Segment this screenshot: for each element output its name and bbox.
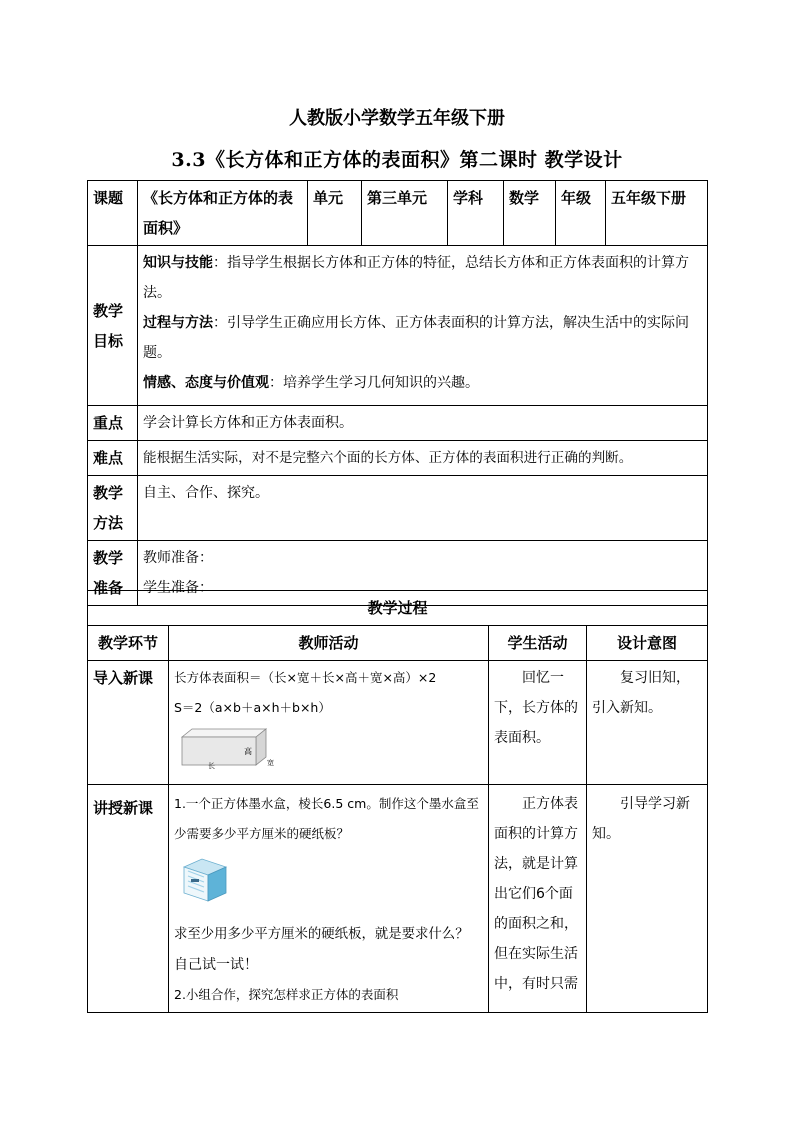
method-text: 自主、合作、探究。 bbox=[138, 476, 708, 541]
difficulty-label: 难点 bbox=[88, 441, 138, 476]
ink-box-cube-figure bbox=[180, 855, 483, 916]
document-title: 人教版小学数学五年级下册 bbox=[289, 108, 505, 129]
box-height-label: 高 bbox=[244, 747, 252, 756]
grade-value: 五年级下册 bbox=[606, 181, 708, 246]
box-width-label: 宽 bbox=[267, 759, 274, 767]
intent-new: 引导学习新知。 bbox=[587, 785, 708, 1013]
prep-label: 教学 准备 bbox=[88, 541, 138, 606]
cuboid-figure bbox=[180, 727, 483, 780]
box-length-label: 长 bbox=[208, 762, 215, 769]
table-row bbox=[88, 785, 708, 1013]
intent-intro: 复习旧知，引入新知。 bbox=[587, 661, 708, 785]
prep-student: 学生准备： bbox=[143, 580, 213, 596]
topic-label: 课题 bbox=[88, 181, 138, 246]
teacher-activity-new: 1.一个正方体墨水盒，棱长6.5 cm。制作这个墨水盒至少需要多少平方厘米的硬纸板？ 求至少用多少平方厘米的硬纸板，就是要求什么？ 自己试一试！ 2.小组合作，探究怎样求正方体的表面积 bbox=[169, 785, 489, 1013]
goal-attitude: 情感、态度与价值观：培养学生学习几何知识的兴趣。 bbox=[143, 375, 479, 391]
process-title: 教学过程 bbox=[88, 591, 708, 626]
topic-value: 《长方体和正方体的表面积》 bbox=[138, 181, 308, 246]
unit-value: 第三单元 bbox=[362, 181, 448, 246]
student-activity-new: 正方体表面积的计算方法，就是计算出它们6个面的面积之和，但在实际生活中，有时只需 bbox=[489, 785, 587, 1013]
difficulty-text: 能根据生活实际，对不是完整六个面的长方体、正方体的表面积进行正确的判断。 bbox=[138, 441, 708, 476]
col-header-stage: 教学环节 bbox=[88, 626, 169, 661]
col-header-intent: 设计意图 bbox=[587, 626, 708, 661]
goals-content bbox=[138, 246, 708, 406]
stage-intro: 导入新课 bbox=[88, 661, 169, 785]
goals-label: 教学 目标 bbox=[88, 246, 138, 406]
prep-teacher: 教师准备： bbox=[143, 550, 213, 566]
goal-knowledge: 知识与技能：指导学生根据长方体和正方体的特征，总结长方体和正方体表面积的计算方法。 bbox=[143, 255, 689, 301]
teaching-process-table bbox=[87, 590, 708, 1013]
stage-new-lesson: 讲授新课 bbox=[88, 785, 169, 1013]
student-activity-intro: 回忆一下，长方体的表面积。 bbox=[489, 661, 587, 785]
key-label: 重点 bbox=[88, 406, 138, 441]
method-label: 教学 方法 bbox=[88, 476, 138, 541]
teacher-activity-intro: 长方体表面积＝（长×宽＋长×高＋宽×高）×2 S＝2（a×b＋a×h＋b×h） 高 长 宽 bbox=[169, 661, 489, 785]
subject-value: 数学 bbox=[504, 181, 556, 246]
grade-label: 年级 bbox=[556, 181, 606, 246]
col-header-student: 学生活动 bbox=[489, 626, 587, 661]
lesson-info-table bbox=[87, 180, 708, 606]
table-row bbox=[88, 661, 708, 785]
lesson-title: 3.3《长方体和正方体的表面积》第二课时 教学设计 bbox=[171, 149, 623, 171]
unit-label: 单元 bbox=[308, 181, 362, 246]
key-text: 学会计算长方体和正方体表面积。 bbox=[138, 406, 708, 441]
subject-label: 学科 bbox=[448, 181, 504, 246]
goal-process: 过程与方法：引导学生正确应用长方体、正方体表面积的计算方法，解决生活中的实际问题。 bbox=[143, 315, 689, 361]
col-header-teacher: 教师活动 bbox=[169, 626, 489, 661]
